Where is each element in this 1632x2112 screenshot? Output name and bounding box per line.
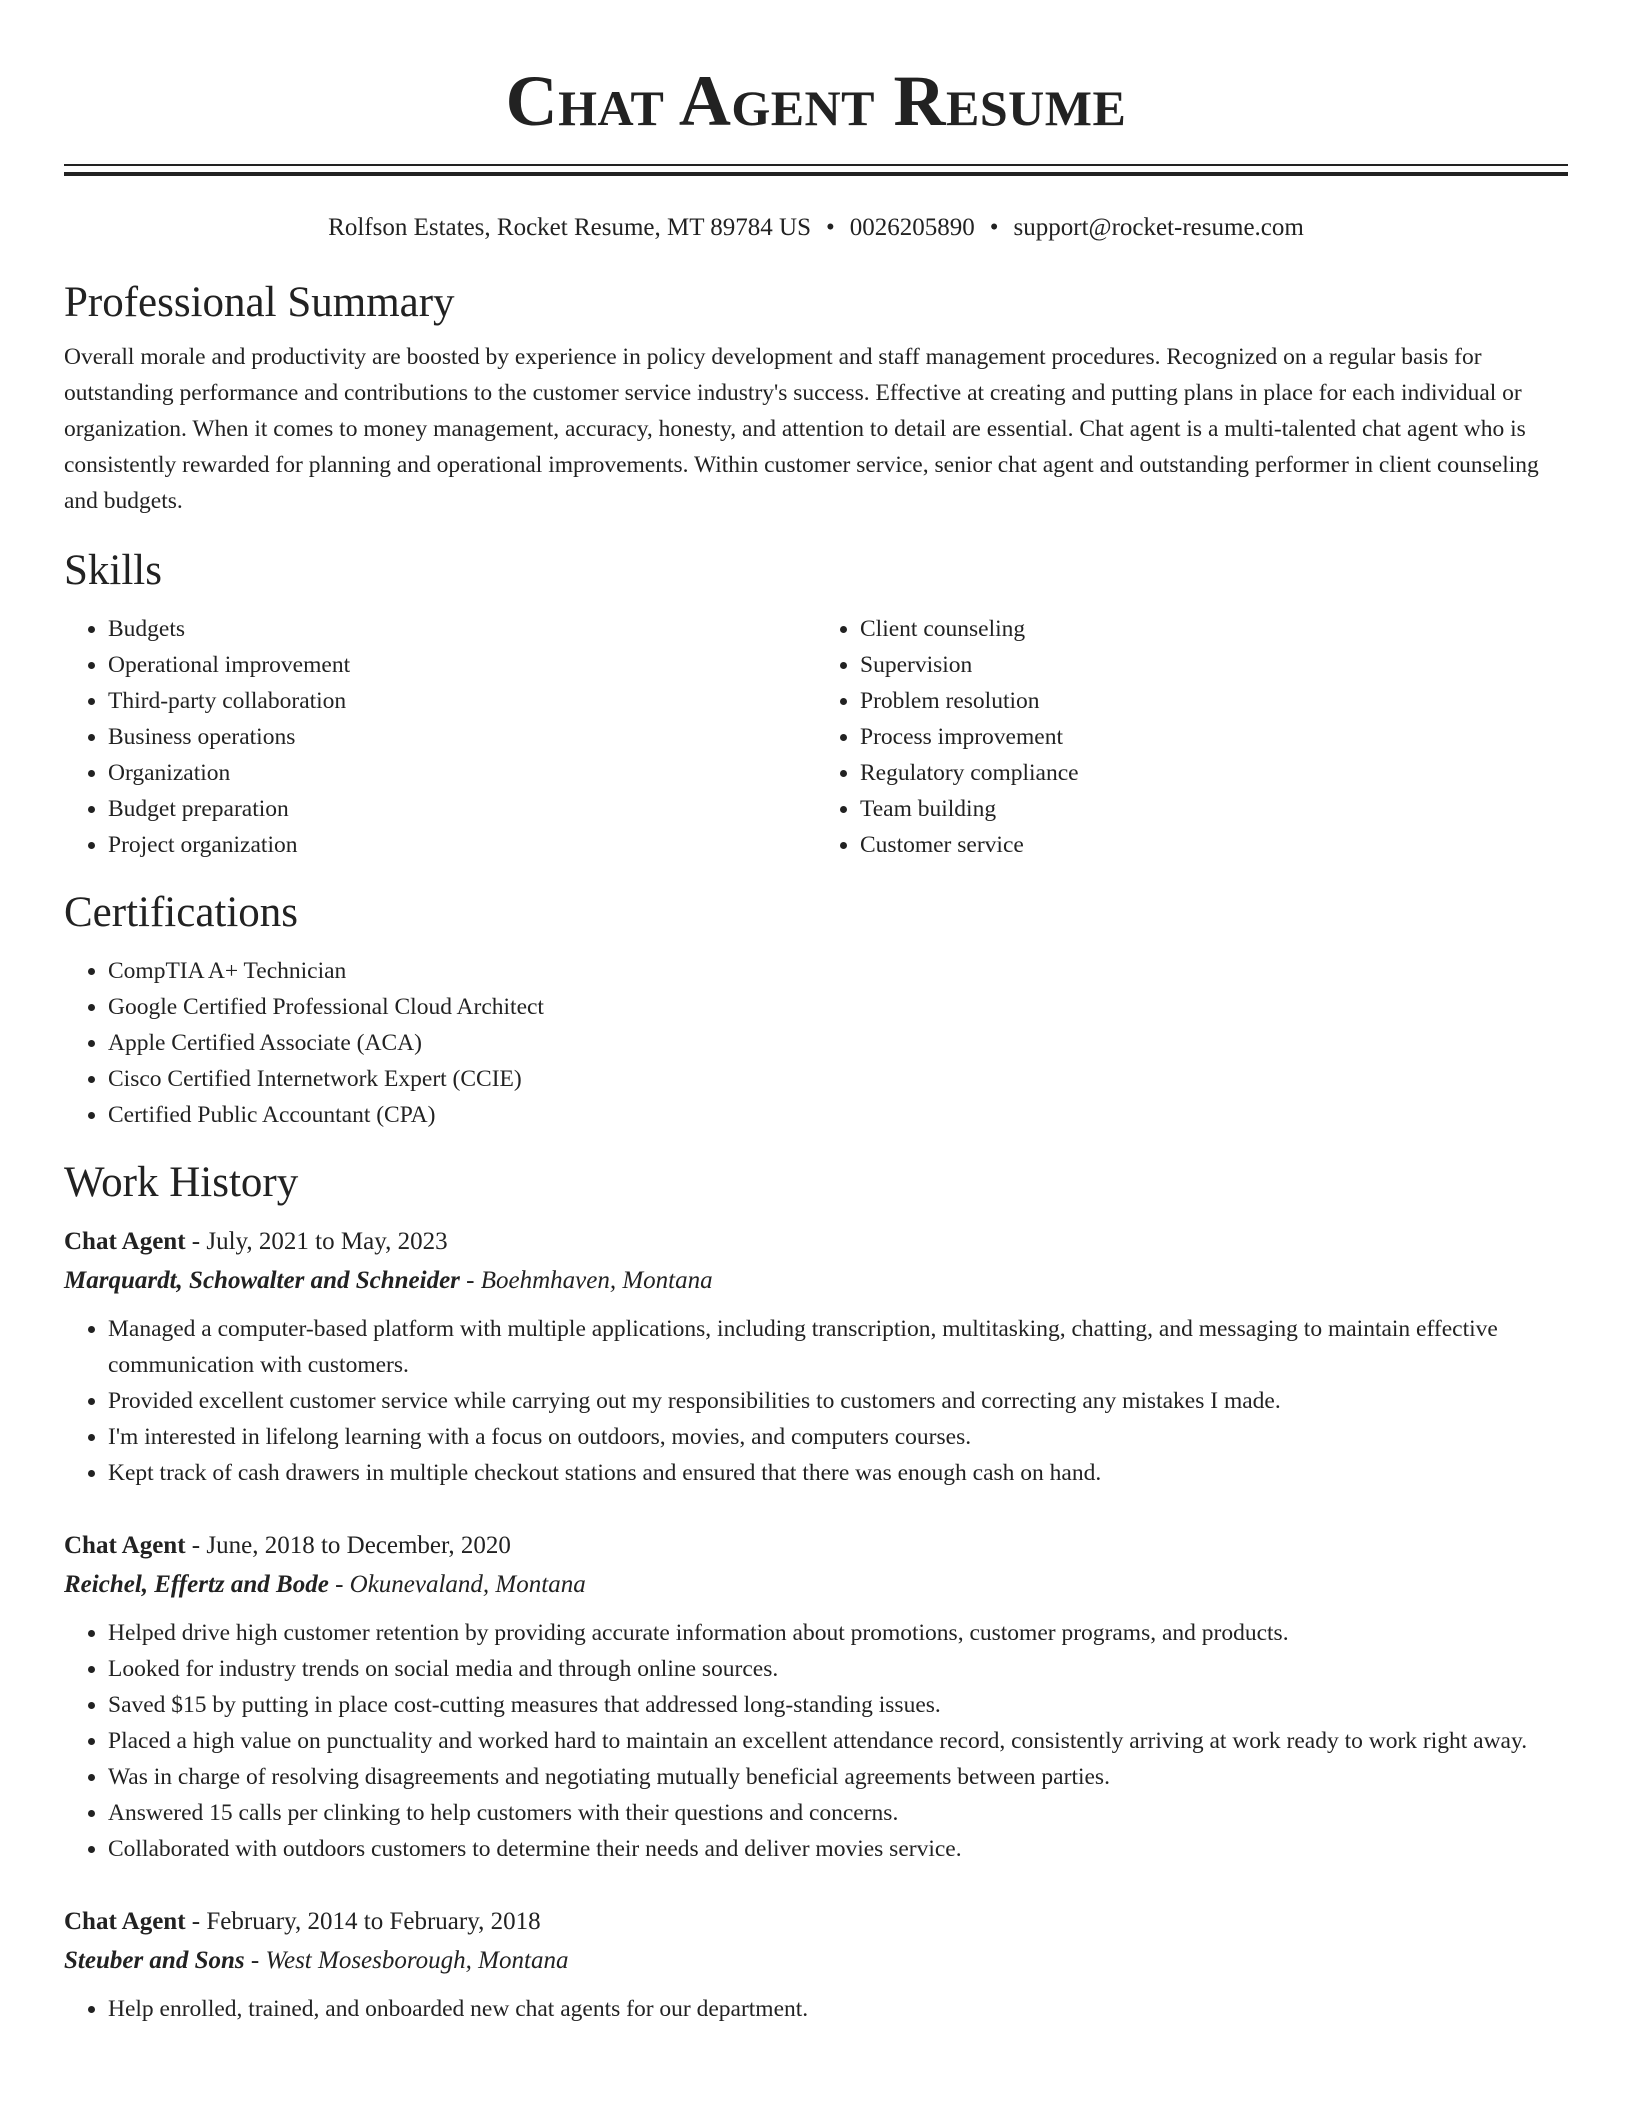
skill-item: • Team building: [860, 791, 1568, 827]
title-divider: [64, 164, 1568, 176]
summary-text: Overall morale and productivity are boosted by experience in policy development and staff management procedures. Recognized on a regular basis for outstanding performance and contributions to the customer service industry's success. Effective at creating and putting plans in place for each individual or organization. When it comes to money management, accuracy, honesty, and attention to detail are essential. Chat agent is a multi-talented chat agent who is consistently rewarded for planning and operational improvements. Within customer service, senior chat agent and outstanding performer in client counseling and budgets.: [64, 344, 1539, 514]
divider-thin-line: [64, 164, 1568, 166]
job-bullet: • Kept track of cash drawers in multiple checkout stations and ensured that there was enough cash on hand.: [108, 1455, 1568, 1491]
job-bullets: [64, 1615, 1568, 1867]
contact-email: support@rocket-resume.com: [1013, 214, 1304, 241]
job-entry: [64, 1903, 1568, 2027]
skills-list-right: [816, 611, 1568, 863]
work-history-heading: Work History: [64, 1159, 299, 1206]
job-bullet: • Managed a computer-based platform with multiple applications, including transcription, multitasking, chatting, and messaging to maintain effective communication with customers.: [108, 1311, 1568, 1383]
job-title-line: [64, 1903, 1568, 1941]
resume-title: Chat Agent Resume: [505, 61, 1127, 141]
skill-item: • Budget preparation: [108, 791, 816, 827]
skill-item: • Budgets: [108, 611, 816, 647]
job-location: - Boehmhaven, Montana: [459, 1267, 713, 1294]
job-dates: - February, 2014 to February, 2018: [185, 1908, 541, 1935]
contact-address: Rolfson Estates, Rocket Resume, MT 89784 US: [328, 214, 812, 241]
job-company-line: [64, 1261, 1568, 1301]
summary-heading: Professional Summary: [64, 279, 455, 326]
certification-item: • CompTIA A+ Technician: [108, 953, 1568, 989]
job-location: - Okunevaland, Montana: [328, 1571, 586, 1598]
contact-line: [64, 211, 1568, 245]
resume-content: [64, 0, 1568, 2027]
skills-heading: Skills: [64, 547, 162, 594]
skill-item: • Organization: [108, 755, 816, 791]
skill-item: • Regulatory compliance: [860, 755, 1568, 791]
job-bullets: [64, 1311, 1568, 1491]
job-bullet: • Collaborated with outdoors customers to determine their needs and deliver movies service.: [108, 1831, 1568, 1867]
job-location: - West Mosesborough, Montana: [244, 1947, 569, 1974]
job-company-line: [64, 1565, 1568, 1605]
skill-item: • Supervision: [860, 647, 1568, 683]
job-bullet: • Saved $15 by putting in place cost-cutting measures that addressed long-standing issues.: [108, 1687, 1568, 1723]
job-bullets: [64, 1991, 1568, 2027]
certifications-list: [64, 953, 1568, 1133]
job-bullet: • Looked for industry trends on social media and through online sources.: [108, 1651, 1568, 1687]
skill-item: • Customer service: [860, 827, 1568, 863]
job-bullet: • Was in charge of resolving disagreements and negotiating mutually beneficial agreements between parties.: [108, 1759, 1568, 1795]
skill-item: • Client counseling: [860, 611, 1568, 647]
job-dates: - July, 2021 to May, 2023: [185, 1228, 448, 1255]
job-entry: [64, 1527, 1568, 1867]
certifications-heading: Certifications: [64, 889, 299, 936]
contact-separator: •: [826, 214, 835, 241]
job-entry: [64, 1223, 1568, 1491]
job-title-line: [64, 1527, 1568, 1565]
skill-item: • Problem resolution: [860, 683, 1568, 719]
skill-item: • Process improvement: [860, 719, 1568, 755]
job-bullet: • Help enrolled, trained, and onboarded new chat agents for our department.: [108, 1991, 1568, 2027]
skill-item: • Third-party collaboration: [108, 683, 816, 719]
job-company-line: [64, 1941, 1568, 1981]
job-title-line: [64, 1223, 1568, 1261]
skill-item: • Business operations: [108, 719, 816, 755]
job-bullet: • Placed a high value on punctuality and worked hard to maintain an excellent attendance record, consistently arriving at work ready to work right away.: [108, 1723, 1568, 1759]
job-company: Steuber and Sons: [64, 1947, 245, 1974]
contact-phone: 0026205890: [849, 214, 975, 241]
job-company: Reichel, Effertz and Bode: [64, 1571, 329, 1598]
job-dates: - June, 2018 to December, 2020: [185, 1532, 511, 1559]
certification-item: • Apple Certified Associate (ACA): [108, 1025, 1568, 1061]
divider-thick-line: [64, 172, 1568, 176]
skills-columns: [64, 611, 1568, 863]
job-company: Marquardt, Schowalter and Schneider: [64, 1267, 460, 1294]
job-bullet: • Provided excellent customer service while carrying out my responsibilities to customers and correcting any mistakes I made.: [108, 1383, 1568, 1419]
certification-item: • Google Certified Professional Cloud Architect: [108, 989, 1568, 1025]
certification-item: • Cisco Certified Internetwork Expert (CCIE): [108, 1061, 1568, 1097]
job-title: Chat Agent: [64, 1532, 186, 1559]
contact-separator: •: [989, 214, 999, 241]
job-title: Chat Agent: [64, 1228, 186, 1255]
certification-item: • Certified Public Accountant (CPA): [108, 1097, 1568, 1133]
job-bullet: • I'm interested in lifelong learning with a focus on outdoors, movies, and computers courses.: [108, 1419, 1568, 1455]
skill-item: • Operational improvement: [108, 647, 816, 683]
skill-item: • Project organization: [108, 827, 816, 863]
job-bullet: • Answered 15 calls per clinking to help customers with their questions and concerns.: [108, 1795, 1568, 1831]
skills-list-left: [64, 611, 816, 863]
job-bullet: • Helped drive high customer retention by providing accurate information about promotions, customer programs, and products.: [108, 1615, 1568, 1651]
job-title: Chat Agent: [64, 1908, 186, 1935]
